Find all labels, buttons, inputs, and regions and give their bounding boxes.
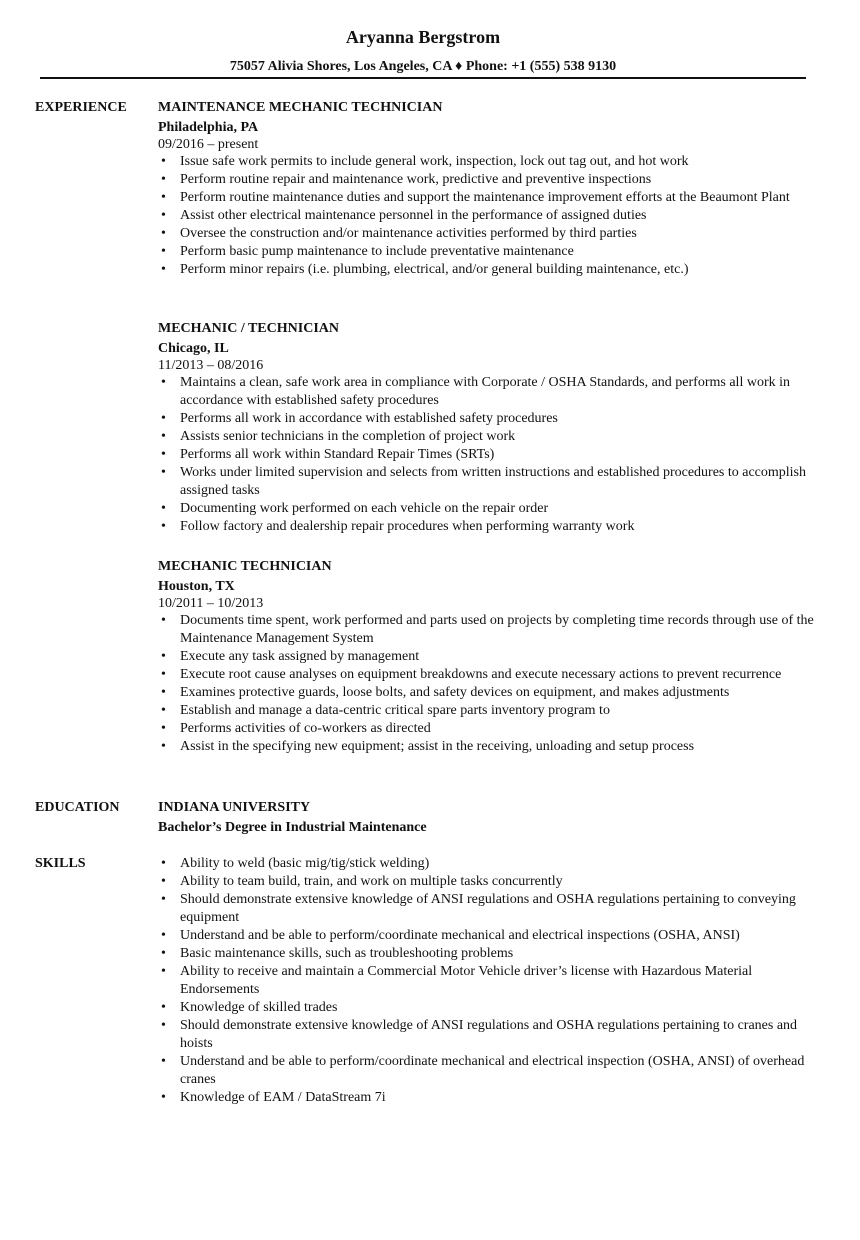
job-entry bbox=[158, 558, 818, 756]
list-item: • Understand and be able to perform/coordinate mechanical and electrical inspections (OSHA, ANSI) bbox=[158, 927, 818, 945]
list-item: • Should demonstrate extensive knowledge of ANSI regulations and OSHA regulations pertaining to conveying equipment bbox=[158, 891, 818, 927]
list-item: • Knowledge of EAM / DataStream 7i bbox=[158, 1089, 818, 1107]
job-entry bbox=[158, 99, 818, 279]
skills-block bbox=[158, 855, 818, 1107]
list-item: • Works under limited supervision and selects from written instructions and established procedures to accomplish assigned tasks bbox=[158, 464, 818, 500]
job-location: Chicago, IL bbox=[158, 341, 229, 356]
list-item: • Ability to team build, train, and work on multiple tasks concurrently bbox=[158, 873, 818, 891]
section-heading-experience: EXPERIENCE bbox=[35, 100, 127, 115]
job-title: MAINTENANCE MECHANIC TECHNICIAN bbox=[158, 100, 443, 115]
job-duties-list bbox=[158, 153, 818, 279]
skills-list bbox=[158, 855, 818, 1107]
list-item: • Assists senior technicians in the completion of project work bbox=[158, 428, 818, 446]
list-item: • Understand and be able to perform/coordinate mechanical and electrical inspection (OSHA, ANSI) of overhead cranes bbox=[158, 1053, 818, 1089]
list-item: • Perform routine repair and maintenance work, predictive and preventive inspections bbox=[158, 171, 818, 189]
list-item: • Maintains a clean, safe work area in compliance with Corporate / OSHA Standards, and performs all work in accordance with established safety procedures bbox=[158, 374, 818, 410]
list-item: • Execute root cause analyses on equipment breakdowns and execute necessary actions to prevent recurrence bbox=[158, 666, 818, 684]
school-name: INDIANA UNIVERSITY bbox=[158, 800, 311, 815]
list-item: • Should demonstrate extensive knowledge of ANSI regulations and OSHA regulations pertaining to cranes and hoists bbox=[158, 1017, 818, 1053]
list-item: • Ability to receive and maintain a Commercial Motor Vehicle driver’s license with Hazardous Material Endorsements bbox=[158, 963, 818, 999]
list-item: • Examines protective guards, loose bolts, and safety devices on equipment, and makes adjustments bbox=[158, 684, 818, 702]
list-item: • Documents time spent, work performed and parts used on projects by completing time records through use of the Maintenance Management System bbox=[158, 612, 818, 648]
list-item: • Issue safe work permits to include general work, inspection, lock out tag out, and hot work bbox=[158, 153, 818, 171]
job-duties-list bbox=[158, 612, 818, 756]
list-item: • Ability to weld (basic mig/tig/stick welding) bbox=[158, 855, 818, 873]
list-item: • Performs activities of co-workers as directed bbox=[158, 720, 818, 738]
job-location: Houston, TX bbox=[158, 579, 235, 594]
list-item: • Performs all work in accordance with established safety procedures bbox=[158, 410, 818, 428]
education-entry bbox=[158, 799, 818, 837]
job-entry bbox=[158, 320, 818, 536]
list-item: • Perform minor repairs (i.e. plumbing, electrical, and/or general building maintenance, etc.) bbox=[158, 261, 818, 279]
list-item: • Performs all work within Standard Repair Times (SRTs) bbox=[158, 446, 818, 464]
job-duties-list bbox=[158, 374, 818, 536]
contact-line: 75057 Alivia Shores, Los Angeles, CA ♦ Phone: +1 (555) 538 9130 bbox=[229, 59, 617, 74]
list-item: • Assist other electrical maintenance personnel in the performance of assigned duties bbox=[158, 207, 818, 225]
section-heading-education: EDUCATION bbox=[35, 800, 120, 815]
list-item: • Perform routine maintenance duties and support the maintenance improvement efforts at the Beaumont Plant bbox=[158, 189, 818, 207]
job-title: MECHANIC / TECHNICIAN bbox=[158, 321, 339, 336]
section-heading-skills: SKILLS bbox=[35, 856, 86, 871]
job-dates: 11/2013 – 08/2016 bbox=[158, 358, 264, 373]
job-dates: 10/2011 – 10/2013 bbox=[158, 596, 264, 611]
list-item: • Perform basic pump maintenance to include preventative maintenance bbox=[158, 243, 818, 261]
job-title: MECHANIC TECHNICIAN bbox=[158, 559, 332, 574]
list-item: • Knowledge of skilled trades bbox=[158, 999, 818, 1017]
list-item: • Assist in the specifying new equipment; assist in the receiving, unloading and setup process bbox=[158, 738, 818, 756]
candidate-name: Aryanna Bergstrom bbox=[345, 27, 501, 47]
job-location: Philadelphia, PA bbox=[158, 120, 259, 135]
list-item: • Establish and manage a data-centric critical spare parts inventory program to bbox=[158, 702, 818, 720]
list-item: • Basic maintenance skills, such as troubleshooting problems bbox=[158, 945, 818, 963]
job-dates: 09/2016 – present bbox=[158, 137, 259, 152]
header-divider bbox=[40, 77, 806, 79]
list-item: • Documenting work performed on each vehicle on the repair order bbox=[158, 500, 818, 518]
degree-name: Bachelor’s Degree in Industrial Maintenance bbox=[158, 820, 427, 835]
list-item: • Oversee the construction and/or maintenance activities performed by third parties bbox=[158, 225, 818, 243]
list-item: • Execute any task assigned by management bbox=[158, 648, 818, 666]
list-item: • Follow factory and dealership repair procedures when performing warranty work bbox=[158, 518, 818, 536]
